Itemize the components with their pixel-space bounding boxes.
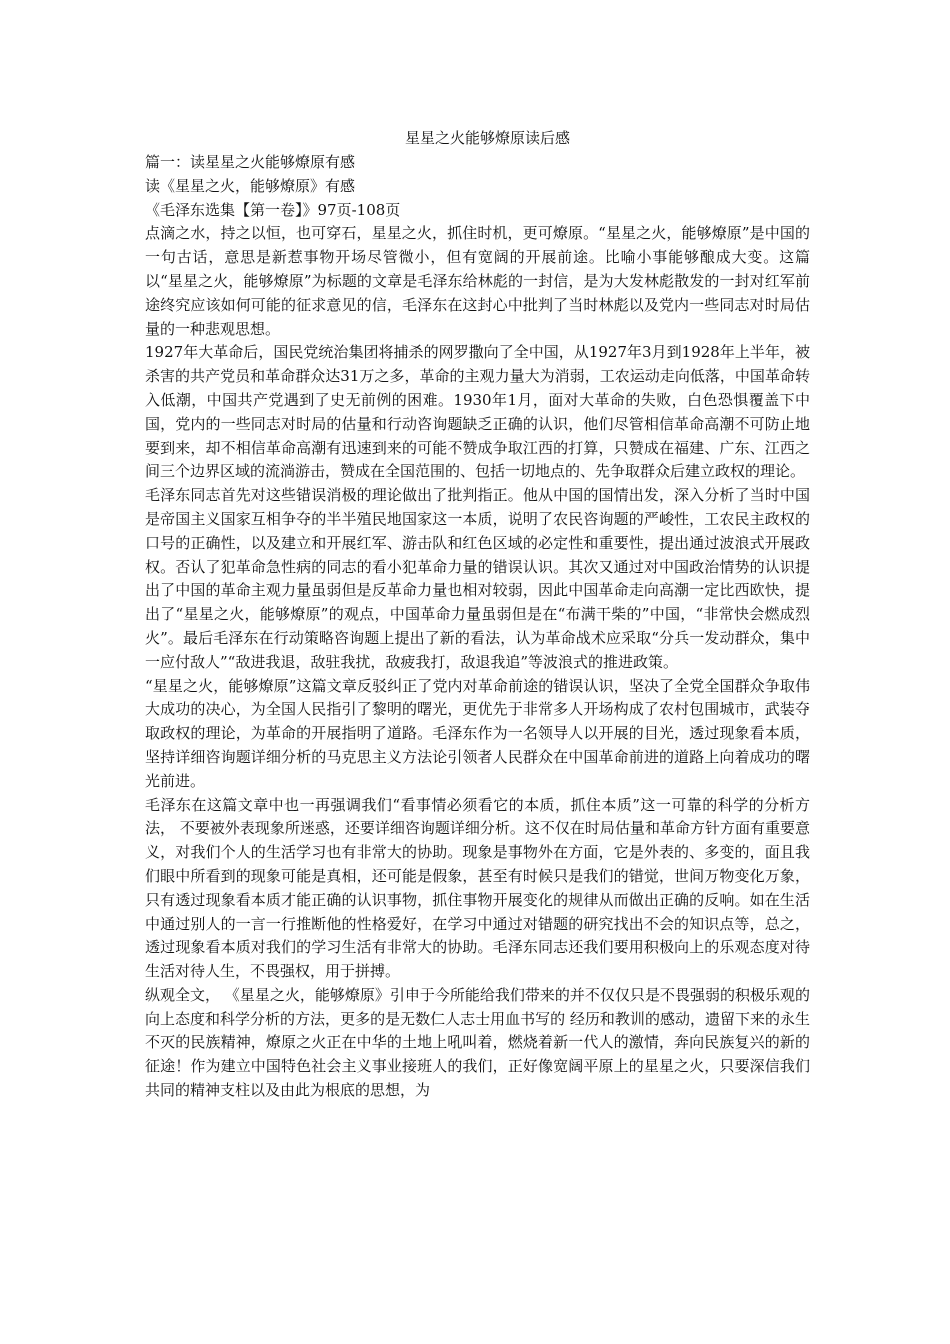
document-title: 星星之火能够燎原读后感	[404, 129, 570, 147]
document-page	[145, 126, 810, 1103]
heading-part-one: 篇一：读星星之火能够燎原有感	[145, 153, 356, 171]
paragraph-3: 毛泽东同志首先对这些错误消极的理论做出了批判指正。他从中国的国情出发，深入分析了当时中国是帝国主义国家互相争夺的半半殖民地国家这一本质，说明了农民咨询题的严峻性，工农民主政权的口号的正确性，以及建立和开展红军、游击队和红色区域的必定性和重要性，提出通过波浪式开展政权。否认了犯革命急性病的同志的看小犯革命力量的错误认识。其次又通过对中国政治情势的认识提出了中国的革命主观力量虽弱但是反革命力量也相对较弱，因此中国革命走向高潮一定比西欧快，提出了“星星之火，能够燎原”的观点，中国革命力量虽弱但是在“布满干柴的”中国，“非常快会燃成烈火”。最后毛泽东在行动策略咨询题上提出了新的看法，认为革命战术应采取“分兵一发动群众，集中一应付敌人”“敌进我退，敌驻我扰，敌疲我打，敌退我追”等波浪式的推进政策。	[145, 486, 810, 671]
paragraph-1: 点滴之水，持之以恒，也可穿石，星星之火，抓住时机，更可燎原。“星星之火，能够燎原”是中国的一句古话，意思是新惹事物开场尽管微小，但有宽阔的开展前途。比喻小事能够酿成大变。这篇以“星星之火，能够燎原”为标题的文章是毛泽东给林彪的一封信，是为大发林彪散发的一封对红军前途终究应该如何可能的征求意见的信，毛泽东在这封心中批判了当时林彪以及党内一些同志对时局估量的一种悲观思想。	[145, 224, 810, 338]
paragraph-2: 1927年大革命后，国民党统治集团将捕杀的网罗撒向了全中国，从1927年3月到1928年上半年，被杀害的共产党员和革命群众达31万之多，革命的主观力量大为消弱，工农运动走向低落，中国革命转入低潮，中国共产党遇到了史无前例的困难。1930年1月，面对大革命的失败，白色恐惧覆盖下中国，党内的一些同志对时局的估量和行动咨询题缺乏正确的认识，他们尽管相信革命高潮不可防止地要到来，却不相信革命高潮有迅速到来的可能不赞成争取江西的打算，只赞成在福建、广东、江西之间三个边界区域的流淌游击，赞成在全国范围的、包括一切地点的、先争取群众后建立政权的理论。	[145, 343, 810, 481]
paragraph-6: 纵观全文， 《星星之火，能够燎原》引申于今所能给我们带来的并不仅仅只是不畏强弱的积极乐观的向上态度和科学分析的方法，更多的是无数仁人志士用血书写的 经历和教训的感动，遗留下来的永生不灭的民族精神，燎原之火正在中华的土地上吼叫着，燃烧着新一代人的激情，奔向民族复兴的新的征途！作为建立中国特色社会主义事业接班人的我们，正好像宽阔平原上的星星之火，只要深信我们共同的精神支柱以及由此为根底的思想，为	[145, 985, 810, 1100]
paragraph-5: 毛泽东在这篇文章中也一再强调我们“看事情必须看它的本质，抓住本质”这一可靠的科学的分析方法， 不要被外表现象所迷惑，还要详细咨询题详细分析。这不仅在时局估量和革命方针方面有重要意义，对我们个人的生活学习也有非常大的协助。现象是事物外在方面，它是外表的、多变的，面且我们眼中所看到的现象可能是真相，还可能是假象，甚至有时候只是我们的错觉，世间万物变化万象，只有透过现象看本质才能正确的认识事物，抓住事物开展变化的规律从而做出正确的反响。如在生活中通过别人的一言一行推断他的性格爱好，在学习中通过对错题的研究找出不会的知识点等，总之，透过现象看本质对我们的学习生活有非常大的协助。毛泽东同志还我们要用积极向上的乐观态度对待生活对待人生，不畏强权，用于拼搏。	[145, 795, 810, 981]
heading-reading-notes: 读《星星之火，能够燎原》有感	[145, 176, 356, 195]
source-citation: 《毛泽东选集【第一卷】》97页-108页	[145, 200, 401, 219]
paragraph-4: “星星之火，能够燎原”这篇文章反驳纠正了党内对革命前途的错误认识，坚决了全党全国群众争取伟大成功的决心，为全国人民指引了黎明的曙光，更优先于非常多人开场构成了农村包围城市，武装夺取政权的理论，为革命的开展指明了道路。毛泽东作为一名领导人以开展的目光，透过现象看本质，坚持详细咨询题详细分析的马克思主义方法论引领者人民群众在中国革命前进的道路上向着成功的曙光前进。	[145, 676, 810, 790]
